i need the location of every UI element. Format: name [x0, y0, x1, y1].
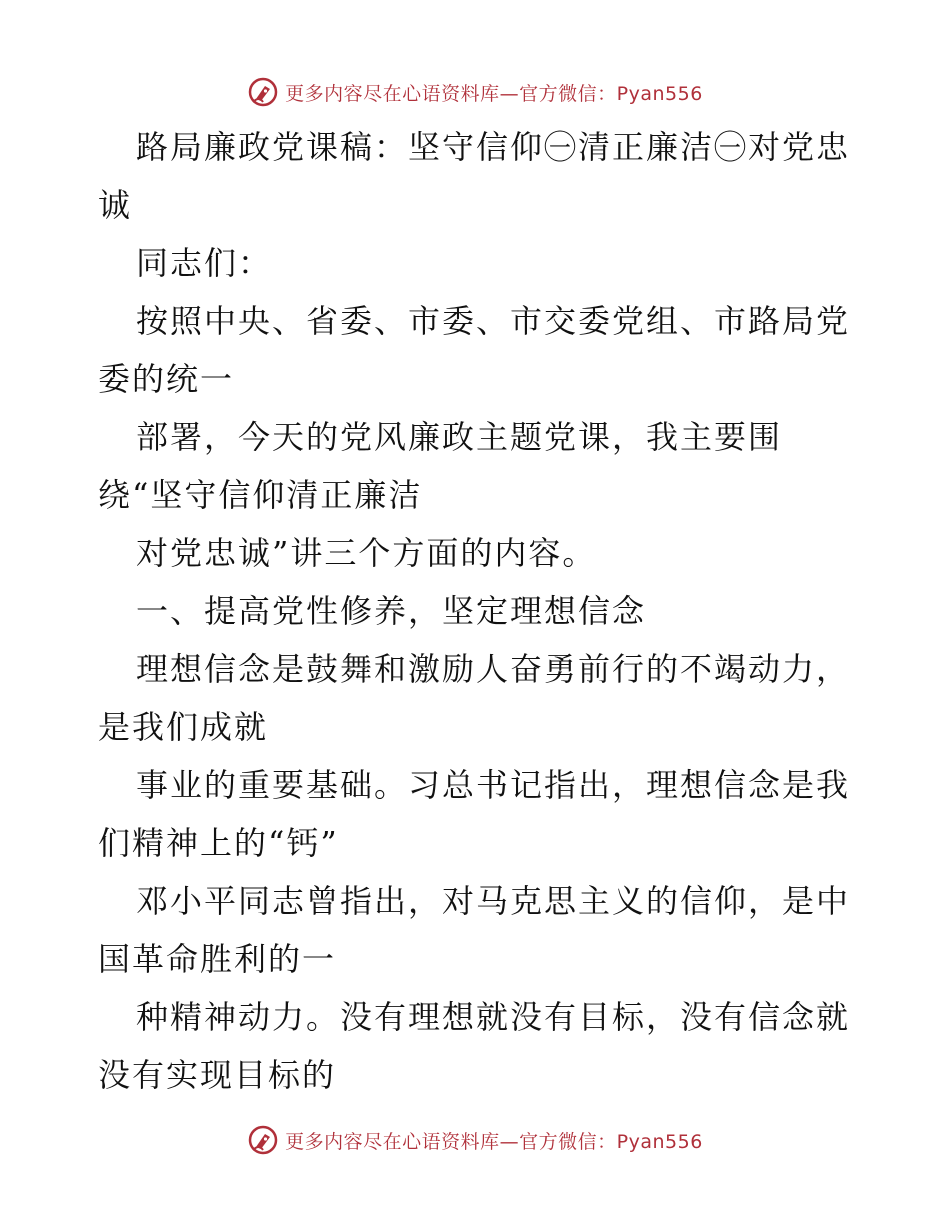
header-banner — [0, 72, 950, 112]
document-line: 邓小平同志曾指出，对马克思主义的信仰，是中 — [136, 882, 851, 920]
document-line: 种精神动力。没有理想就没有目标，没有信念就 — [136, 998, 851, 1036]
footer-banner-text: 更多内容尽在心语资料库—官方微信：Pyan556 — [285, 1130, 703, 1153]
document-line: 对党忠诚”讲三个方面的内容。 — [136, 534, 597, 572]
document-line: 国革命胜利的一 — [98, 940, 337, 978]
document-line: 理想信念是鼓舞和激励人奋勇前行的不竭动力， — [136, 650, 851, 688]
document-line: 是我们成就 — [98, 708, 269, 746]
document-line: 同志们： — [136, 244, 273, 282]
document-line: 按照中央、省委、市委、市交委党组、市路局党 — [136, 302, 851, 340]
pen-nib-logo-icon — [247, 76, 279, 108]
document-line: 诚 — [98, 186, 133, 224]
document-line: 事业的重要基础。习总书记指出，理想信念是我 — [136, 766, 851, 804]
footer-banner — [0, 1120, 950, 1160]
document-line: 们精神上的“钙” — [98, 824, 339, 862]
document-line: 一、提高党性修养，坚定理想信念 — [136, 592, 647, 630]
document-line: 没有实现目标的 — [98, 1056, 337, 1094]
pen-nib-logo-icon — [247, 1124, 279, 1156]
header-banner-text: 更多内容尽在心语资料库—官方微信：Pyan556 — [285, 82, 703, 105]
document-line: 部署，今天的党风廉政主题党课，我主要围 — [136, 418, 783, 456]
document-line: 委的统一 — [98, 360, 235, 398]
document-body — [98, 118, 858, 1104]
document-line: 路局廉政党课稿：坚守信仰㊀清正廉洁㊀对党忠 — [136, 128, 851, 166]
document-line: 绕“坚守信仰清正廉洁 — [98, 476, 423, 514]
